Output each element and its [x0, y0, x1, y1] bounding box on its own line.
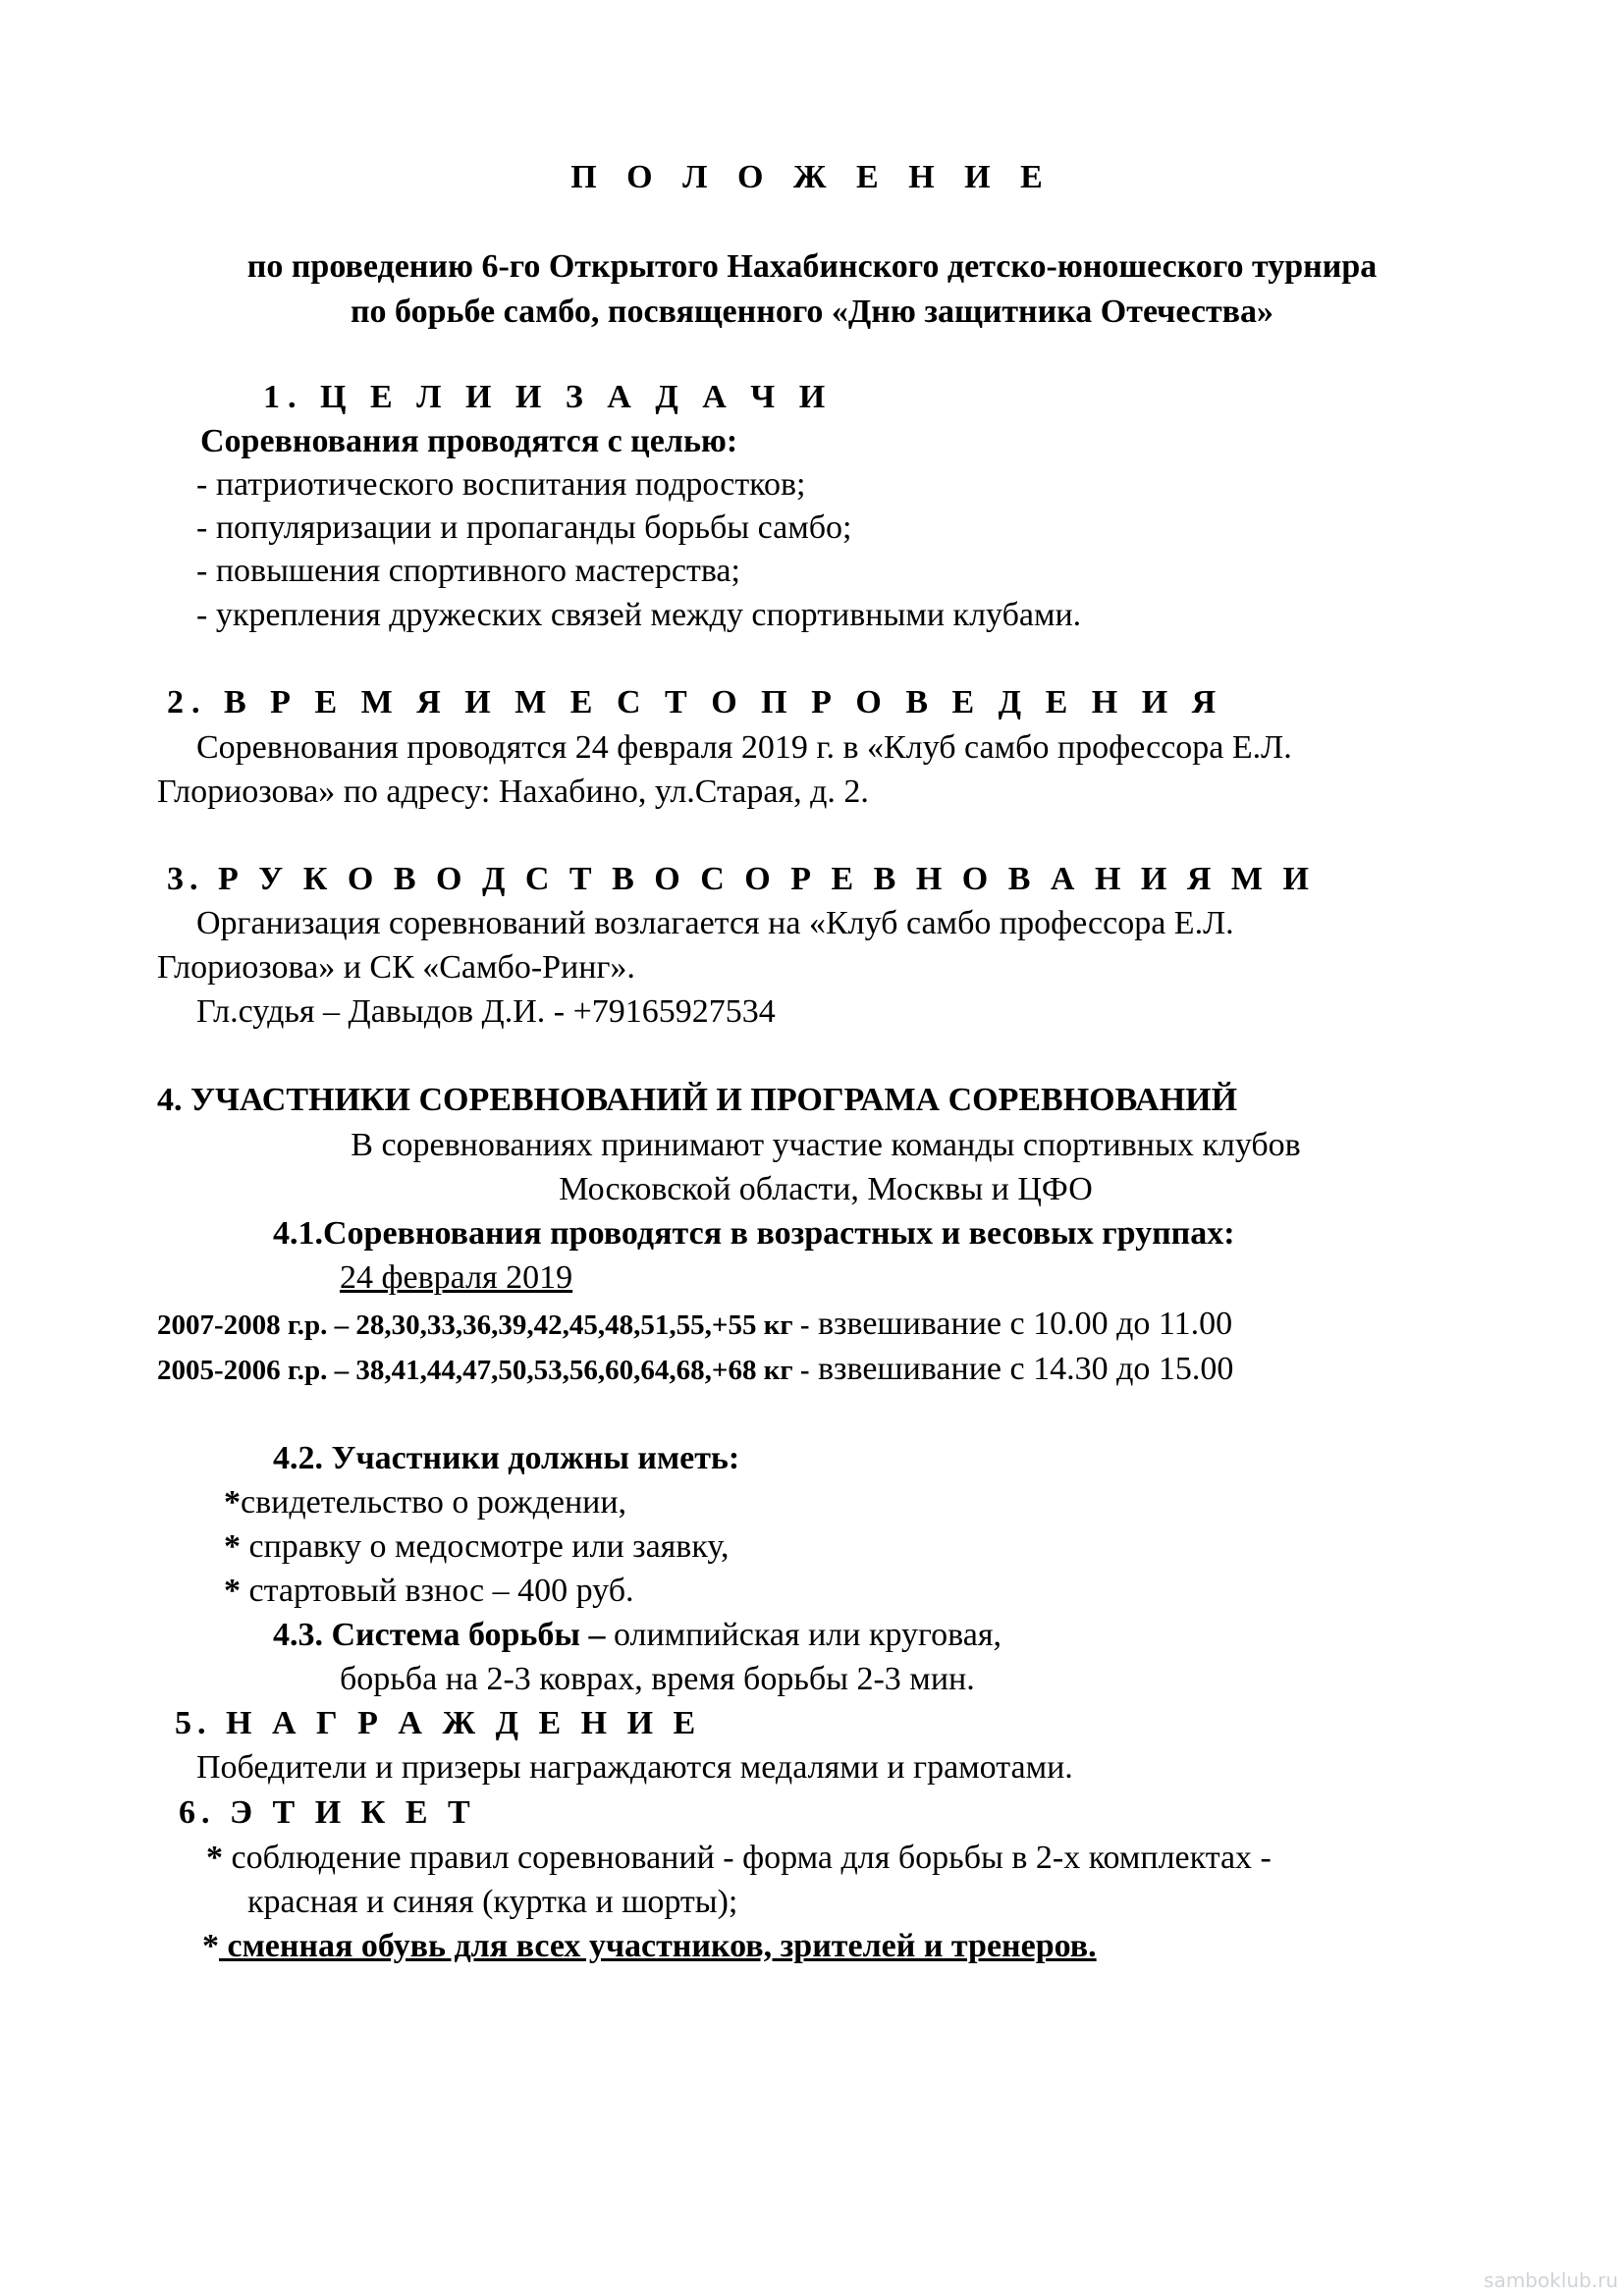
requirement-3-star: * [224, 1573, 241, 1609]
section-2-heading: 2. В Р Е М Я И М Е С Т О П Р О В Е Д Е Н И Я [167, 684, 1224, 721]
subtitle-line-1: по проведению 6-го Открытого Нахабинского детско-юношеского турнира [246, 248, 1378, 285]
age-group-1-weights: 2007-2008 г.р. – 28,30,33,36,39,42,45,48,51,55,+55 кг - [157, 1309, 810, 1341]
section-3-heading: 3. Р У К О В О Д С Т В О С О Р Е В Н О В А Н И Я М И [167, 861, 1315, 897]
subsection-4-3 [273, 1616, 1001, 1655]
section-4-line-2: Московской области, Москвы и ЦФО [559, 1171, 1093, 1207]
requirement-1-star: * [224, 1484, 241, 1521]
age-group-1-weigh-in: взвешивание с 10.00 до 11.00 [809, 1306, 1233, 1342]
subtitle-line-2: по борьбе самбо, посвященного «Дню защитника Отечества» [350, 294, 1274, 330]
requirement-item-2 [224, 1527, 730, 1567]
document-title: П О Л О Ж Е Н И Е [570, 159, 1054, 195]
section-4-line-1: В соревнованиях принимают участие команды спортивных клубов [351, 1127, 1301, 1163]
goal-item-2: - популяризации и пропаганды борьбы самбо; [196, 509, 852, 546]
age-group-2-weights: 2005-2006 г.р. – 38,41,44,47,50,53,56,60,64,68,+68 кг - [157, 1355, 810, 1386]
section-3-line-1: Организация соревнований возлагается на «Клуб самбо профессора Е.Л. [196, 905, 1234, 941]
requirement-3-text: стартовый взнос – 400 руб. [241, 1573, 634, 1609]
requirement-2-text: справку о медосмотре или заявку, [241, 1528, 730, 1565]
etiquette-2-star: * [202, 1928, 219, 1964]
requirement-1-text: свидетельство о рождении, [241, 1484, 627, 1521]
etiquette-1-text: соблюдение правил соревнований - форма для борьбы в 2-х комплектах - [223, 1840, 1272, 1876]
section-2-line-1: Соревнования проводятся 24 февраля 2019 г. в «Клуб самбо профессора Е.Л. [196, 729, 1292, 766]
subsection-4-3-heading: 4.3. Система борьбы – [273, 1617, 606, 1653]
subsection-4-2-heading: 4.2. Участники должны иметь: [273, 1440, 740, 1476]
requirement-item-3 [224, 1572, 634, 1611]
requirement-item-1 [224, 1483, 626, 1522]
etiquette-1-star: * [206, 1840, 223, 1876]
etiquette-item-1-continued: красная и синяя (куртка и шорты); [247, 1884, 738, 1920]
goal-item-3: - повышения спортивного мастерства; [196, 553, 740, 589]
age-group-row-2 [157, 1350, 1233, 1390]
section-6-heading: 6. Э Т И К Е Т [179, 1794, 476, 1831]
section-3-line-2: Глориозова» и СК «Самбо-Ринг». [157, 949, 635, 986]
etiquette-item-1 [206, 1839, 1272, 1878]
wrestling-system-text: олимпийская или круговая, [605, 1617, 1001, 1653]
section-4-heading: 4. УЧАСТНИКИ СОРЕВНОВАНИЙ И ПРОГРАМА СОРЕВНОВАНИЙ [157, 1082, 1238, 1118]
section-1-intro: Соревнования проводятся с целью: [200, 423, 738, 459]
age-group-2-weigh-in: взвешивание с 14.30 до 15.00 [809, 1351, 1234, 1387]
chief-judge-line: Гл.судья – Давыдов Д.И. - +79165927534 [196, 993, 776, 1030]
site-watermark: samboklub.ru [1484, 2269, 1618, 2292]
section-1-heading: 1. Ц Е Л И И З А Д А Ч И [263, 379, 834, 415]
etiquette-2-text: сменная обувь для всех участников, зрителей и тренеров. [219, 1928, 1097, 1964]
subsection-4-1-heading: 4.1.Соревнования проводятся в возрастных и весовых группах: [273, 1215, 1235, 1252]
section-2-line-2: Глориозова» по адресу: Нахабино, ул.Старая, д. 2. [157, 774, 869, 810]
wrestling-mats-line: борьба на 2-3 коврах, время борьбы 2-3 мин. [340, 1661, 975, 1697]
requirement-2-star: * [224, 1528, 241, 1565]
section-5-heading: 5. Н А Г Р А Ж Д Е Н И Е [175, 1705, 702, 1741]
goal-item-4: - укрепления дружеских связей между спортивными клубами. [196, 597, 1082, 633]
competition-date: 24 февраля 2019 [340, 1259, 573, 1296]
goal-item-1: - патриотического воспитания подростков; [196, 466, 806, 503]
etiquette-item-2 [202, 1927, 1097, 1966]
age-group-row-1 [157, 1305, 1232, 1345]
awards-line: Победители и призеры награждаются медалями и грамотами. [196, 1749, 1073, 1786]
